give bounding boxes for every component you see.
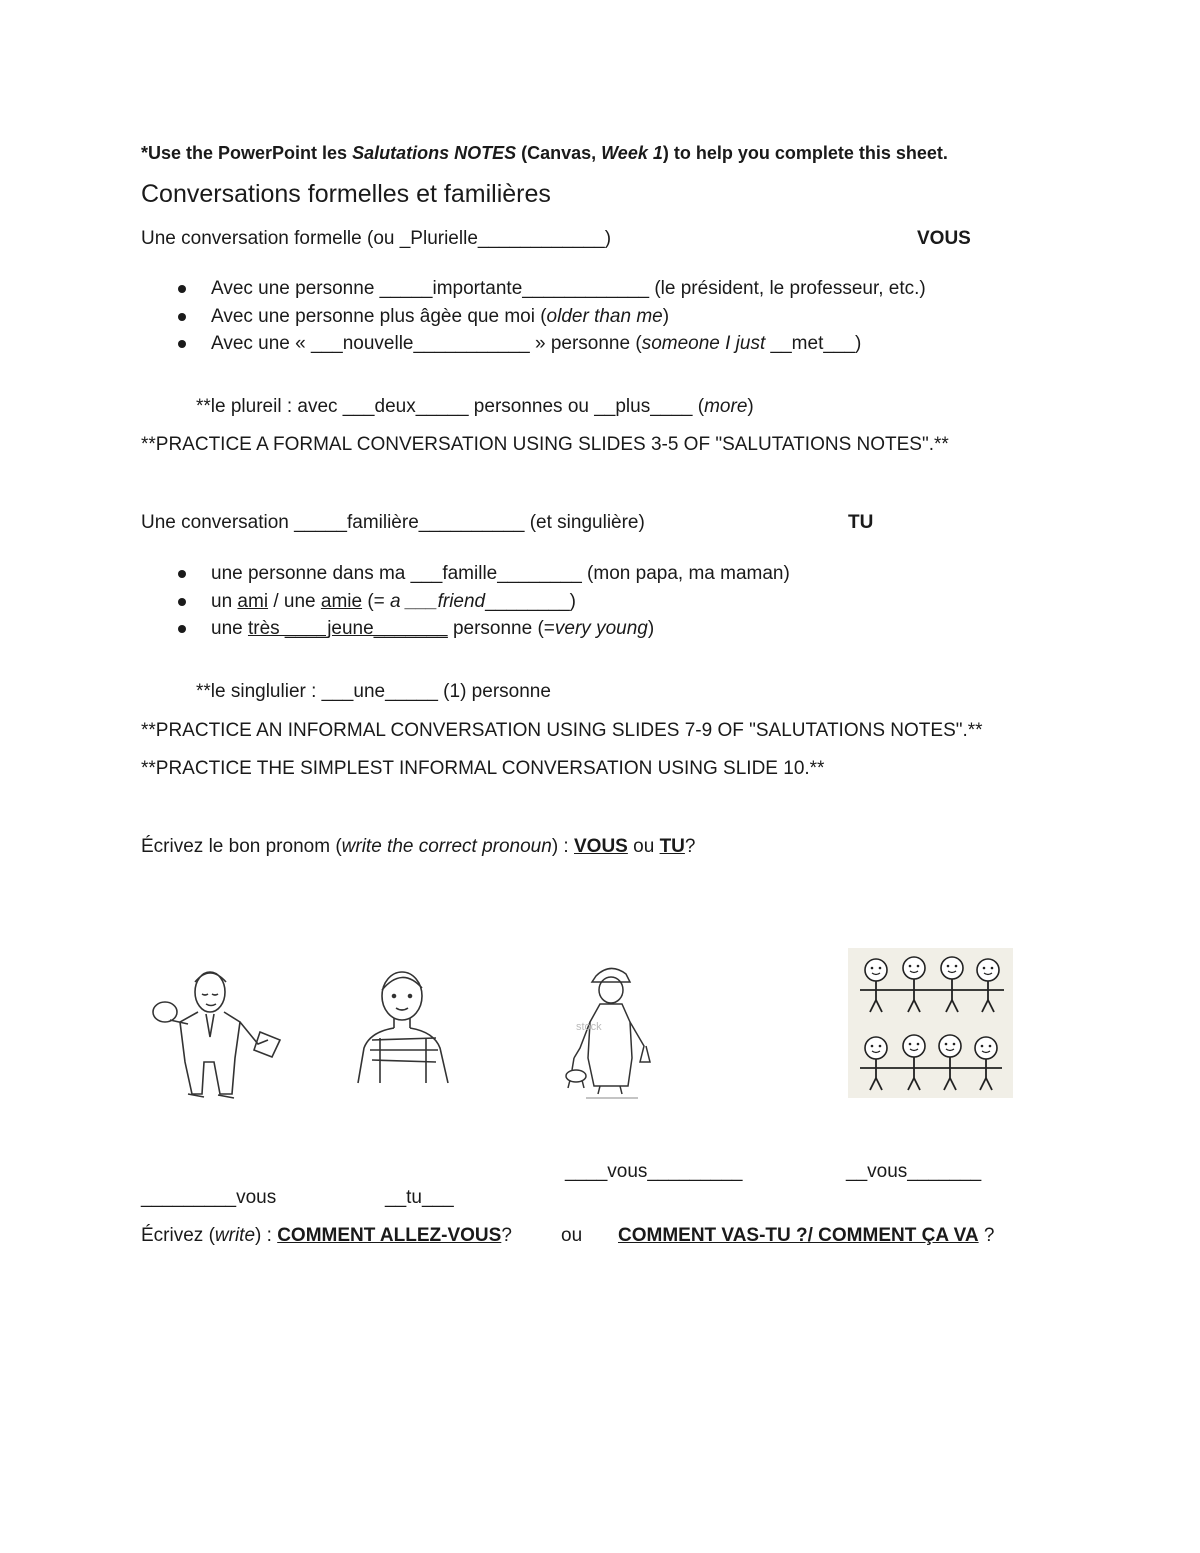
text: / une bbox=[268, 591, 321, 612]
elderly-woman-illustration bbox=[560, 958, 660, 1103]
text: ) : bbox=[255, 1225, 278, 1246]
answer-elderly-woman: ____vous_________ bbox=[565, 1161, 743, 1182]
instruction-text: ) to help you complete this sheet. bbox=[662, 143, 948, 163]
text: ou bbox=[627, 836, 660, 857]
formal-heading: Une conversation formelle (ou _Plurielle____________) bbox=[141, 228, 612, 249]
text: ) bbox=[647, 618, 655, 639]
answer-children-group: __vous_______ bbox=[846, 1161, 982, 1182]
informal-greeting: COMMENT VAS-TU ?/ COMMENT ÇA VA bbox=[618, 1225, 979, 1246]
text: TU bbox=[659, 836, 685, 857]
formal-practice-note: **PRACTICE A FORMAL CONVERSATION USING SLIDES 3-5 OF "SALUTATIONS NOTES".** bbox=[141, 434, 949, 455]
text: personne (= bbox=[447, 618, 555, 639]
boy-illustration bbox=[350, 968, 455, 1088]
text: (= bbox=[362, 591, 391, 612]
singular-note: **le singlulier : ___une_____ (1) personne bbox=[196, 681, 551, 702]
informal-heading: Une conversation _____familière__________ (et singulière) bbox=[141, 512, 645, 533]
text: very young bbox=[554, 618, 648, 639]
children-group-illustration bbox=[848, 948, 1013, 1098]
watermark-text: stock bbox=[576, 1021, 602, 1033]
text: amie bbox=[320, 591, 363, 612]
instruction-text: *Use the PowerPoint les bbox=[141, 143, 353, 163]
informal-practice-note-2: **PRACTICE THE SIMPLEST INFORMAL CONVERSATION USING SLIDE 10.** bbox=[141, 758, 825, 779]
text: un bbox=[211, 591, 238, 612]
text: someone I just bbox=[641, 333, 766, 354]
formal-bullet-2 bbox=[211, 306, 669, 328]
exercise-greeting-prompt bbox=[141, 1225, 512, 1247]
informal-greeting-line bbox=[618, 1225, 994, 1247]
text: Écrivez ( bbox=[141, 1225, 215, 1246]
formal-bullet-3 bbox=[211, 333, 861, 355]
text: __met___) bbox=[765, 333, 862, 354]
text: ) : bbox=[551, 836, 574, 857]
text: Avec une « ___nouvelle___________ » personne ( bbox=[211, 333, 642, 354]
text: Écrivez le bon pronom ( bbox=[141, 836, 342, 857]
text: ) bbox=[662, 306, 670, 327]
text: ami bbox=[237, 591, 269, 612]
informal-bullet-2 bbox=[211, 591, 576, 613]
bullet-icon bbox=[178, 313, 186, 321]
text: write the correct pronoun bbox=[341, 836, 552, 857]
text: older than me bbox=[546, 306, 663, 327]
text: ) bbox=[747, 396, 754, 417]
text: write bbox=[214, 1225, 256, 1246]
answer-boy: __tu___ bbox=[385, 1187, 454, 1208]
text: ________) bbox=[485, 591, 576, 612]
informal-bullet-3 bbox=[211, 618, 654, 640]
text: **le plureil : avec ___deux_____ personnes ou __plus____ ( bbox=[196, 396, 705, 417]
text: VOUS bbox=[574, 836, 628, 857]
text: ? bbox=[501, 1225, 512, 1246]
text: Avec une personne plus âgèe que moi ( bbox=[211, 306, 547, 327]
bullet-icon bbox=[178, 598, 186, 606]
formal-greeting: COMMENT ALLEZ-VOUS bbox=[277, 1225, 502, 1246]
bullet-icon bbox=[178, 340, 186, 348]
informal-bullet-1: une personne dans ma ___famille________ (mon papa, ma maman) bbox=[211, 563, 790, 584]
text: une bbox=[211, 618, 248, 639]
instruction-source: Salutations NOTES bbox=[352, 143, 517, 163]
ou-text: ou bbox=[561, 1225, 583, 1246]
plural-note bbox=[196, 396, 754, 418]
informal-practice-note-1: **PRACTICE AN INFORMAL CONVERSATION USING SLIDES 7-9 OF "SALUTATIONS NOTES".** bbox=[141, 720, 983, 741]
instruction-text: (Canvas, bbox=[516, 143, 602, 163]
formal-pronoun: VOUS bbox=[917, 228, 971, 249]
informal-pronoun: TU bbox=[848, 512, 874, 533]
instruction-week: Week 1 bbox=[601, 143, 663, 163]
text: ? bbox=[684, 836, 696, 857]
text: more bbox=[704, 396, 748, 417]
page-title: Conversations formelles et familières bbox=[141, 180, 551, 208]
text: très ____jeune_______ bbox=[247, 618, 448, 639]
instruction-line bbox=[141, 143, 948, 164]
answer-businessman: _________vous bbox=[141, 1187, 277, 1208]
bullet-icon bbox=[178, 570, 186, 578]
exercise-pronoun-prompt bbox=[141, 836, 695, 858]
bullet-icon bbox=[178, 285, 186, 293]
formal-bullet-1: Avec une personne _____importante____________ (le président, le professeur, etc.) bbox=[211, 278, 926, 299]
text: a ___friend bbox=[390, 591, 486, 612]
businessman-illustration bbox=[140, 962, 295, 1102]
bullet-icon bbox=[178, 625, 186, 633]
text: ? bbox=[978, 1225, 995, 1246]
